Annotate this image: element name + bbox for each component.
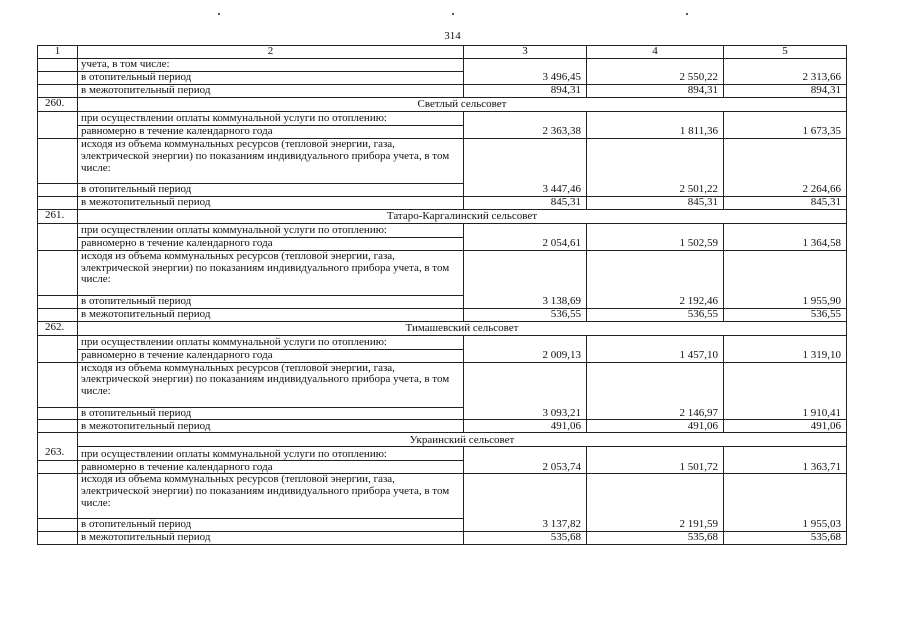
table-row <box>38 295 847 308</box>
column-number: 1 <box>38 46 78 59</box>
table-row <box>38 250 847 295</box>
scan-speck <box>686 13 688 15</box>
value-cell: 536,55 <box>464 308 587 321</box>
value-cell: 536,55 <box>587 308 724 321</box>
table-row <box>38 138 847 183</box>
value-cell: 2 009,13 <box>464 349 587 362</box>
value-cell: 1 955,03 <box>724 519 847 532</box>
value-cell: 2 550,22 <box>587 71 724 84</box>
table-row <box>38 183 847 196</box>
value-cell: 2 054,61 <box>464 237 587 250</box>
value-cell: 894,31 <box>724 84 847 97</box>
value-cell: 1 910,41 <box>724 407 847 420</box>
table-row <box>38 420 847 433</box>
value-cell: 1 502,59 <box>587 237 724 250</box>
table-row <box>38 461 847 474</box>
row-label: при осуществлении оплаты коммунальной услуги по отоплению: <box>78 223 464 237</box>
table-row <box>38 196 847 209</box>
row-label: учета, в том числе: <box>78 59 464 72</box>
value-cell: 2 192,46 <box>587 295 724 308</box>
row-label: в отопительный период <box>78 295 464 308</box>
value-cell: 2 146,97 <box>587 407 724 420</box>
row-label: в межотопительный период <box>78 84 464 97</box>
value-cell: 2 191,59 <box>587 519 724 532</box>
row-label: исходя из объема коммунальных ресурсов (тепловой энергии, газа, электрической энергии) по показаниям индивидуального прибора учета, в том числе: <box>78 474 464 519</box>
table-row <box>38 237 847 250</box>
row-label: в отопительный период <box>78 71 464 84</box>
row-label: в отопительный период <box>78 407 464 420</box>
value-cell: 1 673,35 <box>724 125 847 138</box>
table-row <box>38 447 847 461</box>
value-cell: 845,31 <box>464 196 587 209</box>
value-cell: 3 093,21 <box>464 407 587 420</box>
table-row <box>38 335 847 349</box>
value-cell: 1 457,10 <box>587 349 724 362</box>
section-title: Тимашевский сельсовет <box>78 321 847 335</box>
value-cell: 2 501,22 <box>587 183 724 196</box>
row-label: при осуществлении оплаты коммунальной услуги по отоплению: <box>78 447 464 461</box>
section-title-row <box>38 433 847 447</box>
value-cell: 2 053,74 <box>464 461 587 474</box>
section-number: 263. <box>38 447 78 461</box>
section-title-row <box>38 97 847 111</box>
row-label: исходя из объема коммунальных ресурсов (тепловой энергии, газа, электрической энергии) по показаниям индивидуального прибора учета, в том числе: <box>78 362 464 407</box>
value-cell: 491,06 <box>464 420 587 433</box>
row-label: равномерно в течение календарного года <box>78 125 464 138</box>
section-title: Украинский сельсовет <box>78 433 847 447</box>
table-row <box>38 407 847 420</box>
column-number: 5 <box>724 46 847 59</box>
row-label: равномерно в течение календарного года <box>78 461 464 474</box>
value-cell: 3 138,69 <box>464 295 587 308</box>
row-label: в межотопительный период <box>78 532 464 545</box>
table-row <box>38 474 847 519</box>
value-cell: 535,68 <box>587 532 724 545</box>
value-cell: 845,31 <box>724 196 847 209</box>
value-cell: 536,55 <box>724 308 847 321</box>
page-number: 314 <box>444 30 461 42</box>
section-number: 262. <box>38 321 78 335</box>
value-cell: 894,31 <box>587 84 724 97</box>
value-cell: 1 363,71 <box>724 461 847 474</box>
section-number: 261. <box>38 209 78 223</box>
value-cell: 1 811,36 <box>587 125 724 138</box>
row-label: равномерно в течение календарного года <box>78 237 464 250</box>
table-row <box>38 349 847 362</box>
scan-speck <box>452 13 454 15</box>
value-cell: 535,68 <box>464 532 587 545</box>
value-cell: 3 496,45 <box>464 71 587 84</box>
section-title-row <box>38 321 847 335</box>
value-cell: 3 137,82 <box>464 519 587 532</box>
value-cell: 2 264,66 <box>724 183 847 196</box>
table-row <box>38 362 847 407</box>
value-cell: 845,31 <box>587 196 724 209</box>
column-number: 3 <box>464 46 587 59</box>
row-label: исходя из объема коммунальных ресурсов (тепловой энергии, газа, электрической энергии) по показаниям индивидуального прибора учета, в том числе: <box>78 250 464 295</box>
table-row <box>38 532 847 545</box>
table-row <box>38 308 847 321</box>
value-cell: 491,06 <box>724 420 847 433</box>
value-cell: 3 447,46 <box>464 183 587 196</box>
value-cell: 2 363,38 <box>464 125 587 138</box>
column-number: 4 <box>587 46 724 59</box>
value-cell: 1 319,10 <box>724 349 847 362</box>
row-label: при осуществлении оплаты коммунальной услуги по отоплению: <box>78 335 464 349</box>
value-cell: 2 313,66 <box>724 71 847 84</box>
value-cell: 1 364,58 <box>724 237 847 250</box>
column-number-row <box>38 46 847 59</box>
value-cell: 491,06 <box>587 420 724 433</box>
column-number: 2 <box>78 46 464 59</box>
value-cell: 1 501,72 <box>587 461 724 474</box>
table-row <box>38 223 847 237</box>
row-label: в межотопительный период <box>78 196 464 209</box>
row-label: исходя из объема коммунальных ресурсов (тепловой энергии, газа, электрической энергии) по показаниям индивидуального прибора учета, в том числе: <box>78 138 464 183</box>
row-label: в межотопительный период <box>78 308 464 321</box>
row-label: при осуществлении оплаты коммунальной услуги по отоплению: <box>78 111 464 125</box>
scan-speck <box>218 13 220 15</box>
section-title-row <box>38 209 847 223</box>
tariff-table <box>37 45 847 545</box>
table-row <box>38 519 847 532</box>
table-row <box>38 125 847 138</box>
section-number: 260. <box>38 97 78 111</box>
section-title: Светлый сельсовет <box>78 97 847 111</box>
row-label: в отопительный период <box>78 183 464 196</box>
table-row <box>38 111 847 125</box>
row-label: равномерно в течение календарного года <box>78 349 464 362</box>
value-cell: 1 955,90 <box>724 295 847 308</box>
row-label: в отопительный период <box>78 519 464 532</box>
value-cell: 894,31 <box>464 84 587 97</box>
section-title: Татаро-Каргалинский сельсовет <box>78 209 847 223</box>
value-cell: 535,68 <box>724 532 847 545</box>
table-row <box>38 59 847 72</box>
row-label: в межотопительный период <box>78 420 464 433</box>
table-row <box>38 71 847 84</box>
row-number-cell <box>38 59 78 72</box>
table-row <box>38 84 847 97</box>
